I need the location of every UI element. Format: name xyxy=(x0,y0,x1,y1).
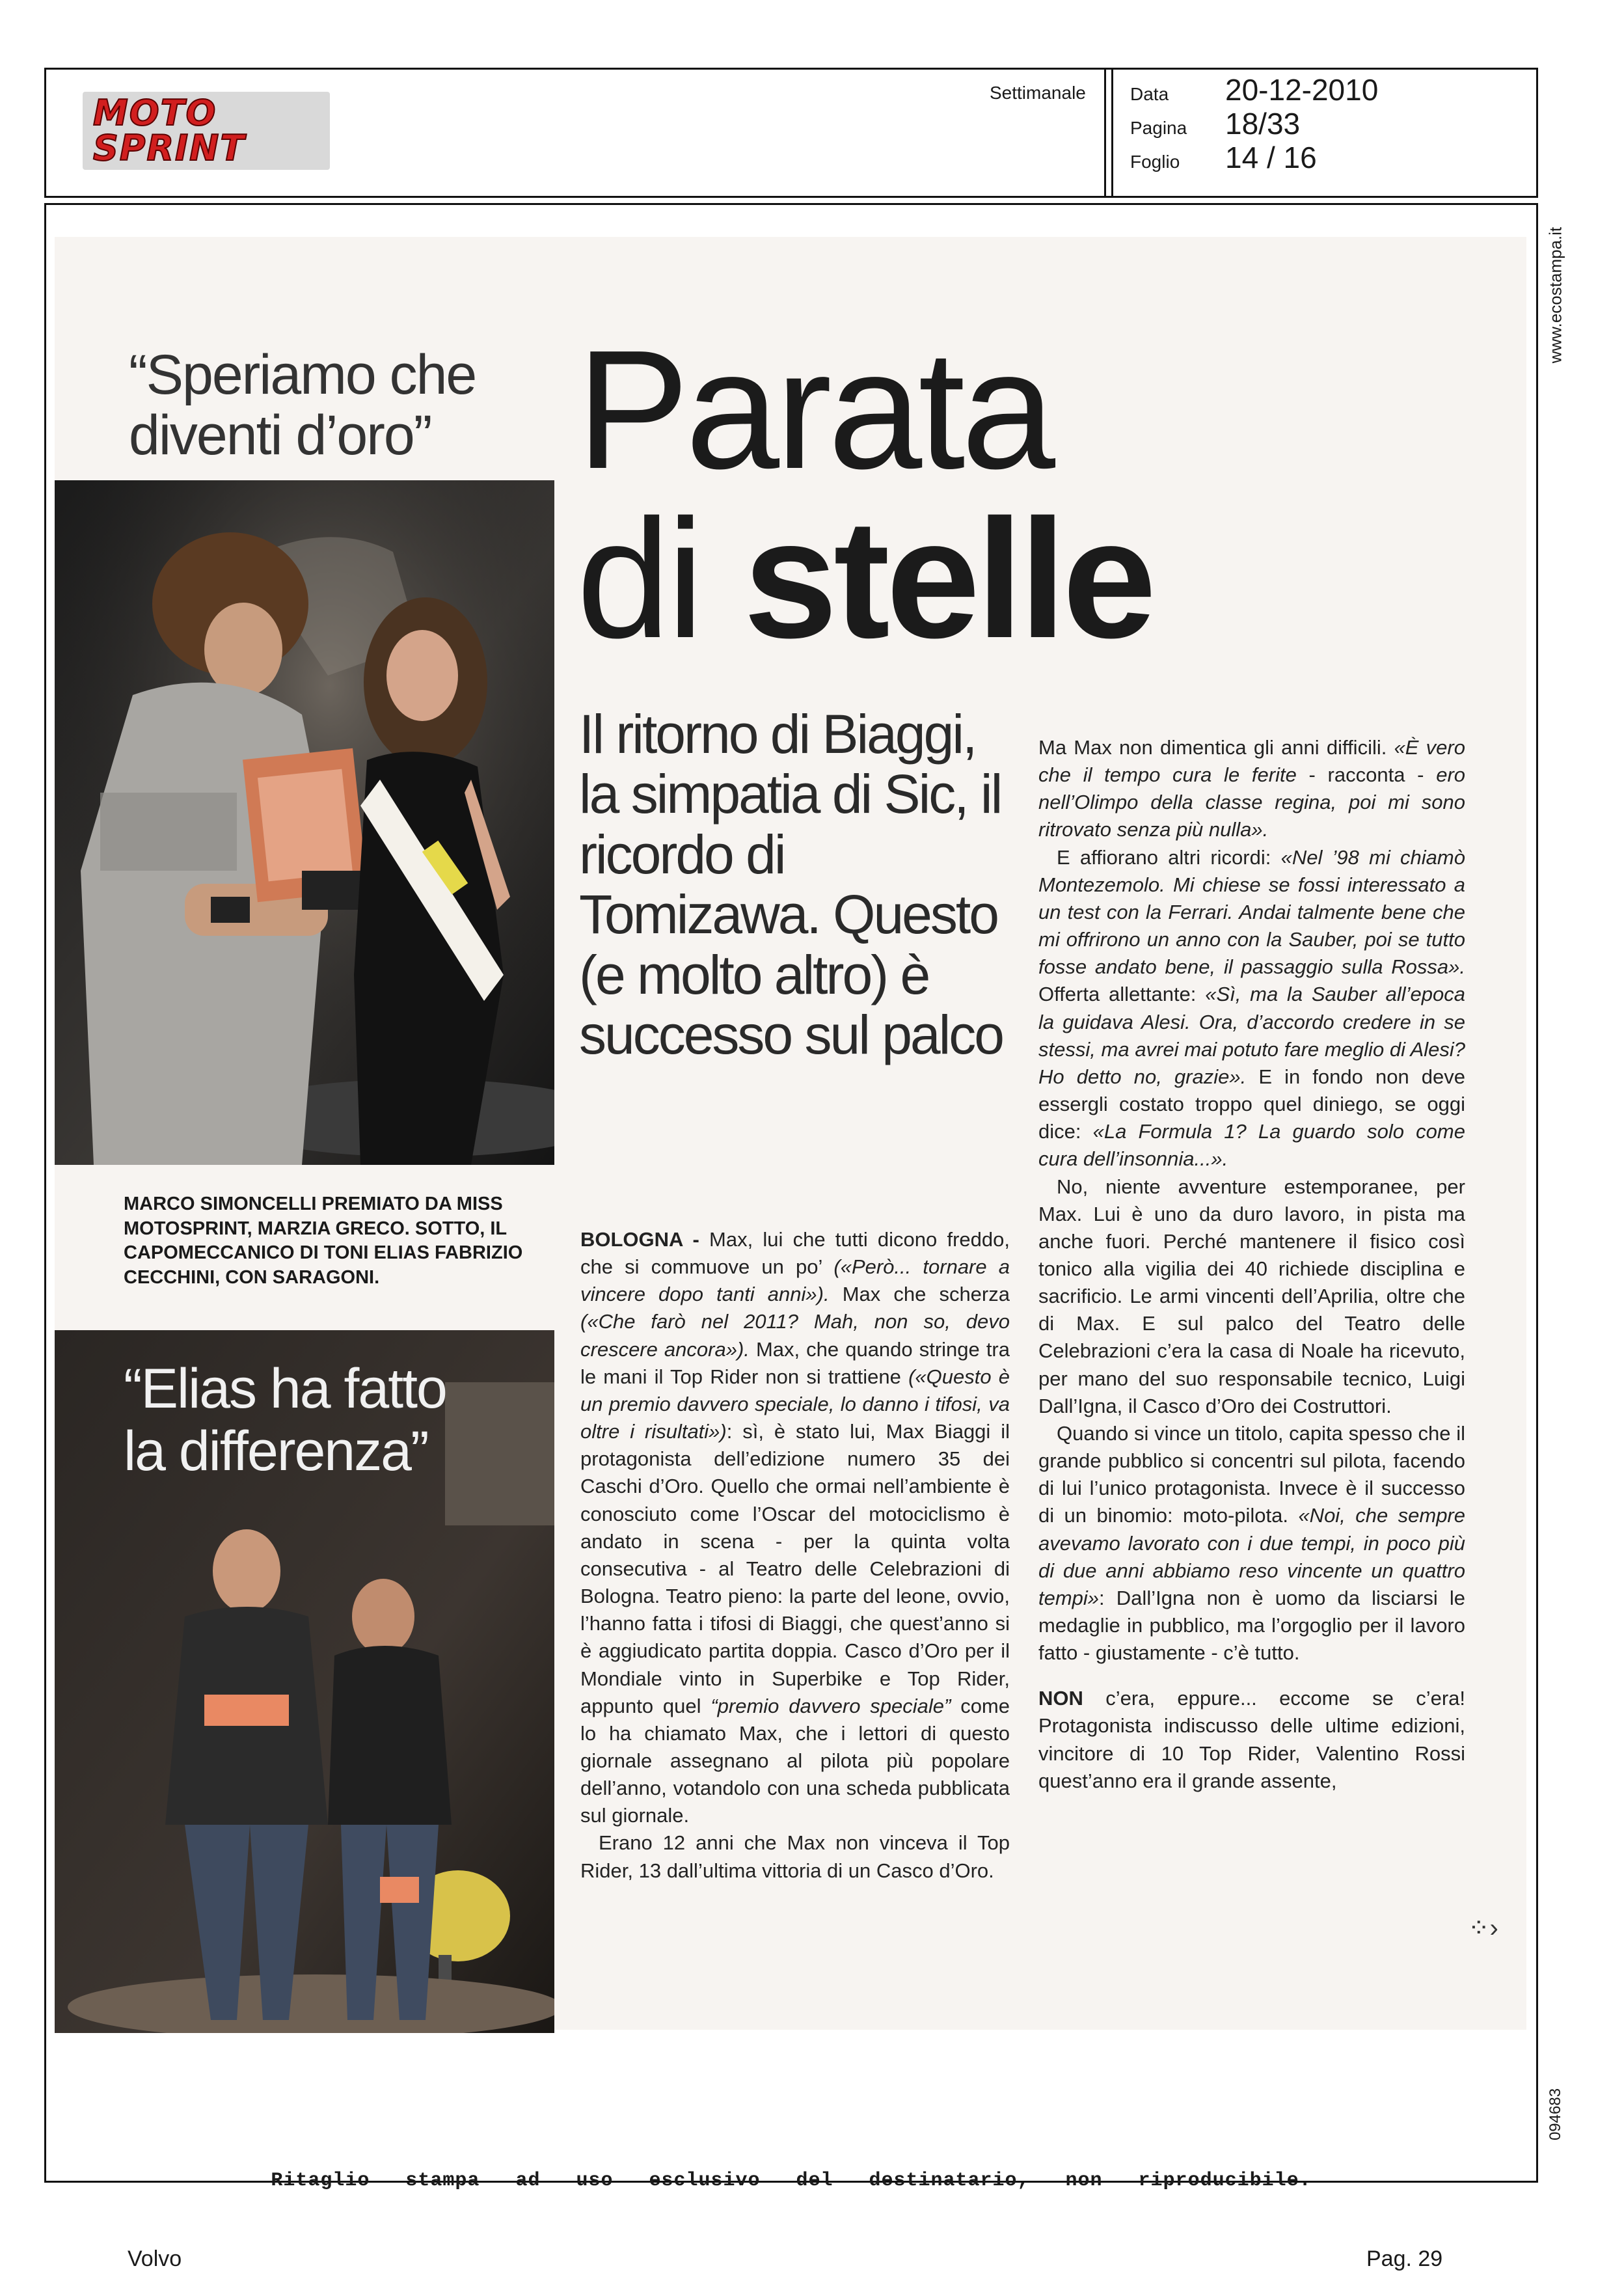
logo-line-1: MOTO xyxy=(93,92,217,133)
date-label: Data xyxy=(1130,84,1169,104)
copyright-notice: Ritaglio stampa ad uso esclusivo del destinatario, non riproducibile. xyxy=(271,2170,1312,2192)
headline-line-1: Parata xyxy=(576,316,1052,504)
headline-line-2 xyxy=(576,485,1153,674)
body-quote: «Nel ’98 mi chiamò Montezemolo. Mi chiese se fossi interessato a un test con la Ferrari. Andai talmente bene che mi offrirono un anno con la Sauber, poi se tutto fosse andato bene, il passaggio sulla Rossa». xyxy=(1038,845,1465,979)
body-quote: («Che farò nel 2011? Mah, non so, devo crescere ancora»). xyxy=(580,1310,1010,1361)
body-text: E in fondo non deve essergli costato troppo quel diniego, se oggi dice: xyxy=(1038,1065,1466,1143)
footer-client: Volvo xyxy=(128,2246,182,2271)
body-paragraph xyxy=(1038,1685,1465,1795)
pull-quote-1-line-2: diventi d’oro” xyxy=(129,403,431,467)
body-text: Ma Max non dimentica gli anni difficili. xyxy=(1038,736,1394,759)
headline-word-stelle: stelle xyxy=(743,485,1153,674)
motosprint-logo xyxy=(83,92,330,170)
body-text: Max, che quando stringe tra le mani il Top Rider non si trattiene xyxy=(580,1337,1010,1388)
dateline: BOLOGNA - xyxy=(580,1228,699,1251)
photo-simoncelli-award xyxy=(55,480,554,1165)
body-quote: «La Formula 1? La guardo solo come cura dell’insonnia...». xyxy=(1038,1120,1465,1171)
body-text: : Dall’Igna non è uomo da lisciarsi le medaglie in pubblico, ma l’orgoglio per il lavoro fatto - giustamente - c’è tutto. xyxy=(1038,1586,1465,1665)
side-code xyxy=(1539,2069,1571,2161)
pull-quote-2-line-2: la differenza” xyxy=(124,1420,428,1483)
body-text: - racconta - xyxy=(1296,763,1437,787)
footer-page-number: Pag. 29 xyxy=(1366,2246,1443,2271)
date-value: 20-12-2010 xyxy=(1225,73,1379,107)
body-column-1 xyxy=(580,1226,1010,1885)
side-url xyxy=(1539,207,1571,389)
body-paragraph: Erano 12 anni che Max non vinceva il Top Rider, 13 dall’ultima vittoria di un Casco d’Oro. xyxy=(580,1831,1010,1882)
page-label: Pagina xyxy=(1130,118,1187,138)
standfirst: Il ritorno di Biaggi, la simpatia di Sic, il ricordo di Tomizawa. Questo (e molto altro) è successo sul palco xyxy=(579,703,1003,1065)
body-quote: ero nell’Olimpo della classe regina, poi mi sono ritrovato senza più nulla». xyxy=(1038,763,1466,841)
body-quote: «Noi, che sempre avevamo lavorato con i due tempi, in poco più di due anni abbiamo reso vincente un quattro tempi» xyxy=(1038,1504,1465,1609)
side-url-text: www.ecostampa.it xyxy=(1545,226,1565,364)
body-paragraph xyxy=(1038,844,1465,1173)
publication-frequency: Settimanale xyxy=(990,83,1086,103)
body-quote: («Questo è un premio davvero speciale, lo danno i tifosi, va oltre i risultati») xyxy=(580,1365,1010,1443)
pull-quote-1-line-1: “Speriamo che xyxy=(129,344,476,406)
body-paragraph xyxy=(1038,1420,1465,1667)
sheet-label: Foglio xyxy=(1130,152,1180,172)
body-column-2 xyxy=(1038,734,1465,1795)
body-quote: «È vero che il tempo cura le ferite xyxy=(1038,736,1465,787)
pull-quote-2-line-1: “Elias ha fatto xyxy=(124,1358,446,1420)
body-text: Quando si vince un titolo, capita spesso che il grande pubblico si concentri sul pilota, facendo di lui l’unico protagonista. Invece è il successo di un binomio: moto-pilota. xyxy=(1038,1421,1465,1527)
body-paragraph: No, niente avventure estemporanee, per Max. Lui è uno da duro lavoro, in pista ma anche fuori. Perché mantenere il fisico così tonico alla vigilia dei 40 richiede disciplina e sacrificio. Le armi vincenti dell’Aprilia, oltre che di Max. E sul palco del Teatro delle Celebrazioni c’era la casa di Noale ha ricevuto, per mano del suo responsabile tecnico, Luigi Dall’Igna, il Casco d’Oro dei Costruttori. xyxy=(1038,1175,1465,1417)
clipping-header xyxy=(44,68,1538,198)
body-quote: «Sì, ma la Sauber all’epoca la guidava Alesi. Ora, d’accordo credere in se stessi, ma avrei mai potuto fare meglio di Alesi? Ho detto no, grazie». xyxy=(1038,983,1465,1088)
body-text: c’era, eppure... eccome se c’era! Protagonista indiscusso delle ultime edizioni, vincitore di 10 Top Rider, Valentino Rossi quest’anno era il grande assente, xyxy=(1038,1687,1465,1792)
headline-word-di: di xyxy=(576,485,744,674)
body-text: come lo ha chiamato Max, che i lettori di questo giornale assegnano al pilota più popolare dell’anno, votandolo con una scheda pubblicata sul giornale. xyxy=(580,1694,1010,1827)
pull-quote-2 xyxy=(124,1358,446,1483)
body-text: E affiorano altri ricordi: xyxy=(1057,845,1281,869)
body-paragraph xyxy=(1038,734,1465,844)
body-quote: “premio davvero speciale” xyxy=(710,1694,951,1717)
body-text: Max, lui che tutti dicono freddo, che si commuove un po’ xyxy=(580,1228,1010,1279)
body-text: Max che scherza xyxy=(829,1283,1010,1306)
paragraph-lead: NON xyxy=(1038,1687,1083,1710)
page-value: 18/33 xyxy=(1225,107,1301,141)
side-code-text: 094683 xyxy=(1547,2088,1564,2141)
body-quote: («Però... tornare a vincere dopo tanti anni»). xyxy=(580,1255,1010,1306)
logo-line-2: SPRINT xyxy=(93,128,246,169)
photo-caption: MARCO SIMONCELLI PREMIATO DA MISS MOTOSPRINT, MARZIA GRECO. SOTTO, IL CAPOMECCANICO DI TONI ELIAS FABRIZIO CECCHINI, CON SARAGONI. xyxy=(124,1194,523,1289)
body-text: Offerta allettante: xyxy=(1038,983,1206,1006)
continue-arrow-icon: ⁘› xyxy=(1468,1914,1498,1943)
header-divider xyxy=(1104,70,1113,196)
sheet-value: 14 / 16 xyxy=(1225,141,1317,174)
body-text: : sì, è stato lui, Max Biaggi il protagonista dell’edizione numero 35 dei Caschi d’Oro. Quello che ormai nell’ambiente è conosciuto come l’Oscar del motociclismo è andato in scena - per la quinta volta consecutiva - al Teatro delle Celebrazioni di Bologna. Teatro pieno: la parte del leone, ovvio, l’hanno fatta i tifosi di Biaggi, che quest’anno si è aggiudicato partita doppia. Casco d’Oro per il Mondiale vinto in Superbike e Top Rider, appunto quel xyxy=(580,1420,1010,1717)
body-paragraph xyxy=(580,1226,1010,1829)
pull-quote-1 xyxy=(129,345,476,466)
